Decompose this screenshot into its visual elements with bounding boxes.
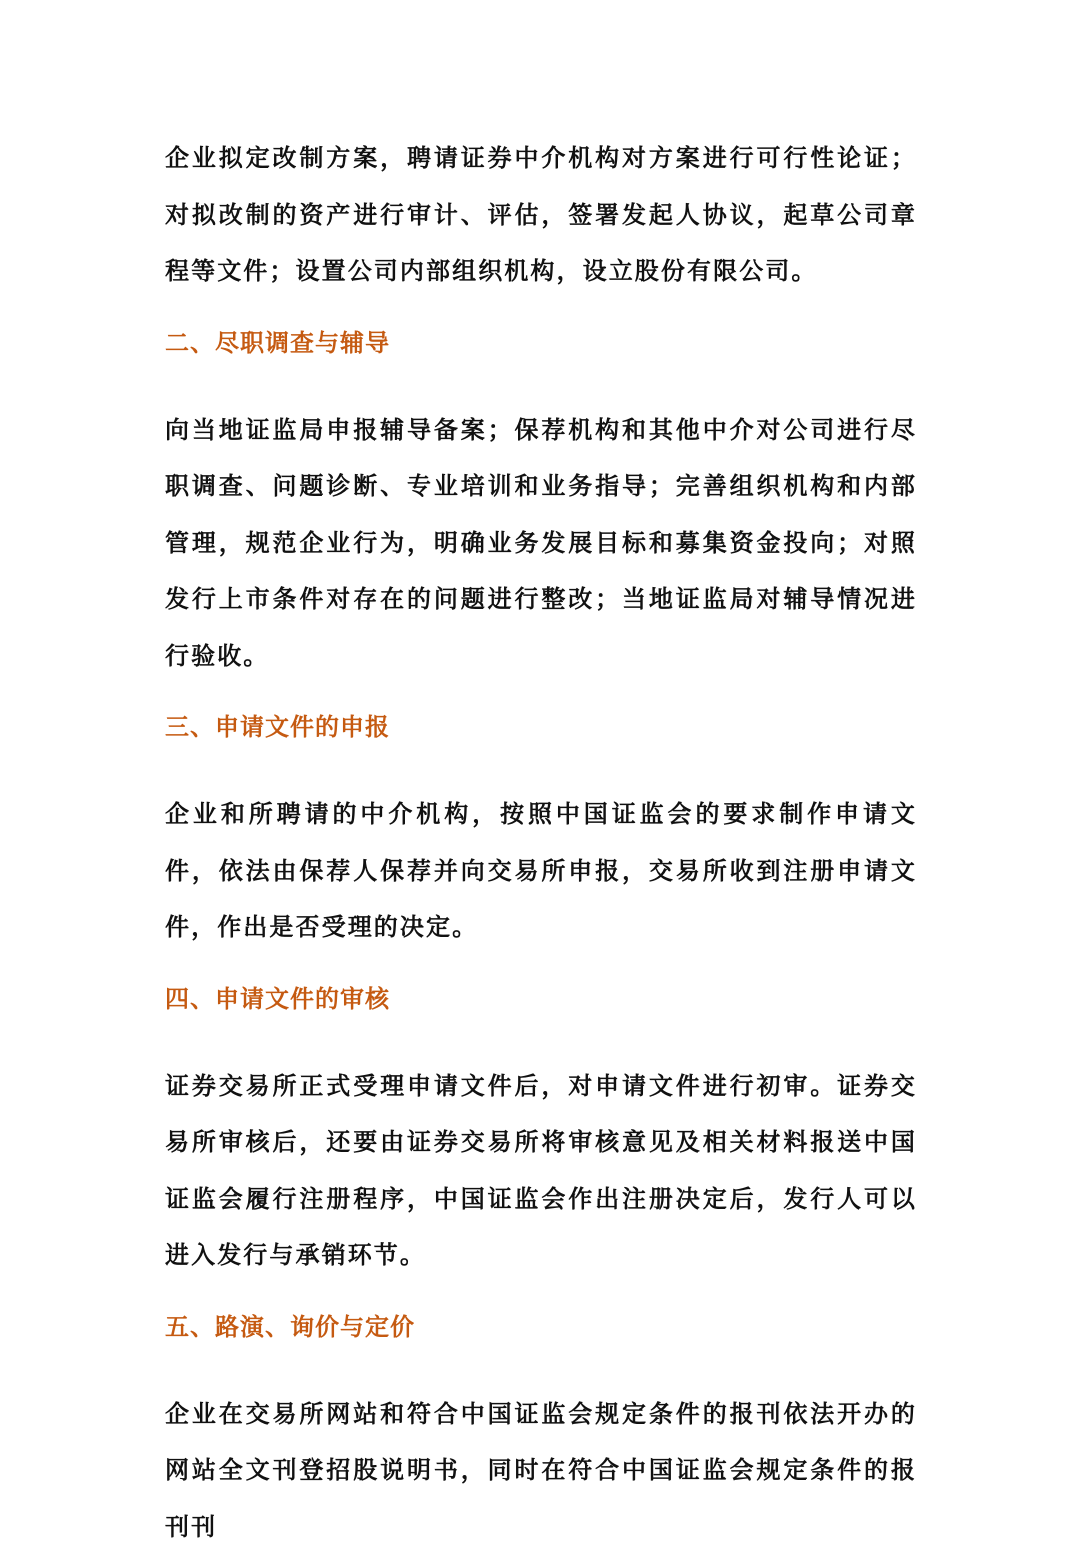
section-heading: 四、申请文件的审核 (165, 984, 917, 1014)
section-heading: 三、申请文件的申报 (165, 712, 917, 742)
section-heading: 五、路演、询价与定价 (165, 1312, 917, 1342)
body-paragraph: 证券交易所正式受理申请文件后，对申请文件进行初审。证券交易所审核后，还要由证券交易所将审核意见及相关材料报送中国证监会履行注册程序，中国证监会作出注册决定后，发行人可以进入发行与承销环节。 (165, 1058, 917, 1284)
body-paragraph: 向当地证监局申报辅导备案；保荐机构和其他中介对公司进行尽职调查、问题诊断、专业培训和业务指导；完善组织机构和内部管理，规范企业行为，明确业务发展目标和募集资金投向；对照发行上市条件对存在的问题进行整改；当地证监局对辅导情况进行验收。 (165, 402, 917, 685)
body-paragraph: 企业在交易所网站和符合中国证监会规定条件的报刊依法开办的网站全文刊登招股说明书，同时在符合中国证监会规定条件的报刊刊 (165, 1386, 917, 1555)
document-page (165, 130, 917, 1555)
section-heading: 二、尽职调查与辅导 (165, 328, 917, 358)
body-paragraph: 企业和所聘请的中介机构，按照中国证监会的要求制作申请文件，依法由保荐人保荐并向交易所申报，交易所收到注册申请文件，作出是否受理的决定。 (165, 786, 917, 956)
body-paragraph: 企业拟定改制方案，聘请证券中介机构对方案进行可行性论证；对拟改制的资产进行审计、评估，签署发起人协议，起草公司章程等文件；设置公司内部组织机构，设立股份有限公司。 (165, 130, 917, 300)
